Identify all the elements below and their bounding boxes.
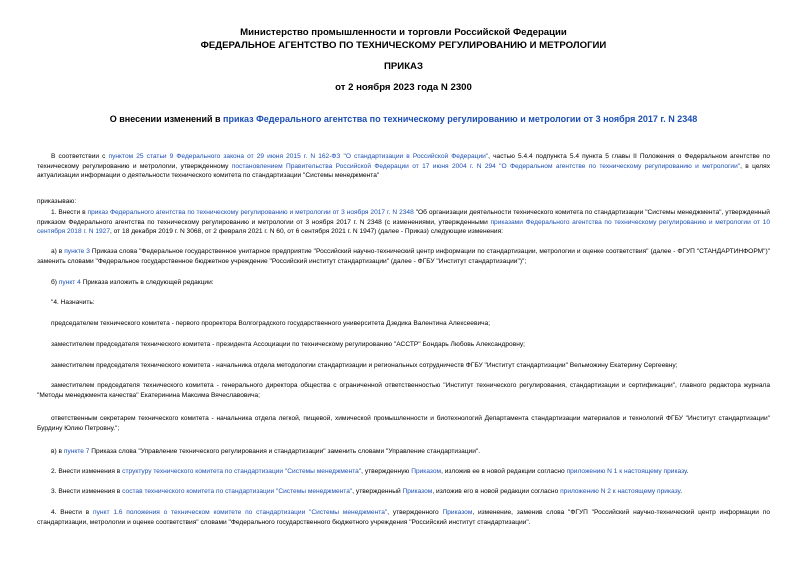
text: Приказа изложить в следующей редакции: (80, 279, 214, 286)
text: , от 18 декабря 2019 г. N 3068, от 2 февраля 2021 г. N 60, от 6 сентября 2021 г. N 1947) (далее - Приказ) следующие изменения: (110, 228, 504, 236)
document-title (0, 113, 807, 125)
text: Приказа слова "Федеральное государственное унитарное предприятие "Российский научно-технический центр информации по стандартизации, метрологии и оценке соответствия" (далее - ФГУП "СТАНДАРТИНФОРМ")" заменить словами "Федеральное государственное бюджетное учреждение "Российский институт стандартизации" (далее - ФГБУ "Институт стандартизации")"; (37, 248, 771, 265)
clause-4-link[interactable]: пункт 4 (58, 279, 81, 286)
paragraph-item-3 (37, 487, 770, 497)
appendix-1-link[interactable]: приложению N 1 к настоящему приказу (566, 468, 687, 475)
clause-7-link[interactable]: пункте 7 (63, 448, 90, 455)
order-ref-link[interactable]: Приказом (402, 488, 433, 495)
paragraph-appoint: "4. Назначить: (51, 299, 95, 306)
text: 2. Внести изменения в (51, 468, 123, 475)
order-link[interactable]: приказ Федерального агентства по техническому регулированию и метрологии от 3 ноября 2017 г. N 2348 (87, 209, 414, 216)
paragraph-basis (37, 152, 770, 181)
text: в) в (51, 448, 64, 455)
text: . (680, 488, 683, 495)
paragraph-chairman: председателем технического комитета - первого проректора Волгоградского государственного университета Дзедика Валентина Алексеевича; (51, 320, 491, 327)
text: , утвержденную (361, 468, 412, 475)
structure-link[interactable]: структуру технического комитета по стандартизации "Системы менеджмента" (122, 468, 362, 475)
title-link[interactable]: приказ Федерального агентства по техническому регулированию и метрологии от 3 ноября 2017 г. N 2348 (223, 114, 698, 124)
document-type: ПРИКАЗ (384, 61, 423, 72)
paragraph-item-1 (37, 208, 770, 237)
text: , утвержденный (352, 488, 403, 495)
text: , в целях актуализации информации о деятельности технического комитета по стандартизации "Системы менеджмента" (37, 162, 770, 180)
text: 3. Внести изменения в (51, 488, 123, 495)
text: , частью 5.4.4 подпункта 5.4 пункта 5 главы II Положения о Федеральном агентстве по техническому регулированию и метрологии, утвержденному (37, 153, 770, 170)
text: , изложив ее в новой редакции согласно (441, 468, 567, 475)
order-ref-link[interactable]: Приказом (411, 468, 442, 475)
paragraph-deputy-1: заместителем председателя технического комитета - президента Ассоциации по техническому регулированию "АССТР" Бондарь Любовь Александровну; (51, 341, 525, 348)
clause-3-link[interactable]: пункте 3 (64, 248, 90, 255)
paragraph-item-1a (37, 247, 770, 266)
appendix-2-link[interactable]: приложению N 2 к настоящему приказу (560, 488, 681, 495)
ministry-heading: Министерство промышленности и торговли Российской Федерации (240, 27, 567, 38)
text: "Об организации деятельности технического комитета по стандартизации "Системы менеджмента", утвержденный приказом Федерального агентства по техническому регулированию и метрологии от 3 ноября 2017 г. N 2348 (с изменениями, утвержденными (37, 209, 770, 226)
composition-link[interactable]: состав технического комитета по стандартизации "Системы менеджмента" (122, 488, 353, 495)
paragraph-order: приказываю: (37, 198, 77, 205)
text: 4. Внести в (51, 509, 94, 516)
paragraph-secretary: ответственным секретарем технического комитета - начальника отдела легкой, пищевой, химической промышленности и биотехнологий Департамента стандартизации материалов и технологий ФГБУ "Институт стандартизации" Бурдину Юлию Петровну."; (37, 415, 770, 432)
title-prefix: О внесении изменений в (109, 114, 224, 124)
paragraph-item-1b (37, 278, 770, 288)
text: Приказа слова "Управление технического регулирования и стандартизации" заменить словами "Управление стандартизации". (89, 448, 481, 455)
text: . (686, 468, 689, 475)
text: В соответствии с (51, 153, 109, 160)
paragraph-item-4 (37, 508, 770, 527)
text: 1. Внести в (51, 209, 88, 216)
text: , изменение, заменив слова "ФГУП "Российский научно-технический центр информации по стандартизации, метрологии и оценке соответствия" словами "Федерального государственного бюджетного учреждения "Российский институт стандартизации". (37, 509, 770, 526)
paragraph-deputy-2: заместителем председателя технического комитета - начальника отдела методологии стандартизации и региональных сотрудничеств ФГБУ "Институт стандартизации" Вельможину Екатерину Сергеевну; (51, 362, 678, 369)
paragraph-item-2 (37, 467, 770, 477)
agency-heading: ФЕДЕРАЛЬНОЕ АГЕНТСТВО ПО ТЕХНИЧЕСКОМУ РЕГУЛИРОВАНИЮ И МЕТРОЛОГИИ (200, 40, 607, 51)
paragraph-item-1c (37, 447, 770, 457)
order-ref-link[interactable]: Приказом (442, 509, 473, 516)
document-date-number: от 2 ноября 2023 года N 2300 (335, 82, 472, 93)
text: а) в (51, 248, 65, 255)
text: , изложив его в новой редакции согласно (432, 488, 561, 495)
paragraph-deputy-3: заместителем председателя технического комитета - генерального директора общества с ограниченной ответственностью "Институт технического регулирования, стандартизации и сертификации", главного редактора журнала "Методы менеджмента качества" Екатеринина Максима Вячеславовича; (37, 382, 770, 399)
text: , утвержденного (387, 509, 443, 516)
regulation-link[interactable]: пункт 1.6 положения о техническом комитете по стандартизации "Системы менеджмента" (93, 509, 388, 516)
law-link[interactable]: пунктом 25 статьи 9 Федерального закона от 29 июня 2015 г. N 162-ФЗ "О стандартизации в Российской Федерации" (108, 153, 489, 160)
text: б) (51, 279, 59, 286)
decree-link[interactable]: постановлением Правительства Российской Федерации от 17 июня 2004 г. N 294 "О Федеральном агентстве по техническому регулированию и метрологии" (231, 162, 741, 170)
orders-link[interactable]: приказами Федерального агентства по техническому регулированию и метрологии от 10 сентября 2018 г. N 1927 (37, 218, 770, 236)
